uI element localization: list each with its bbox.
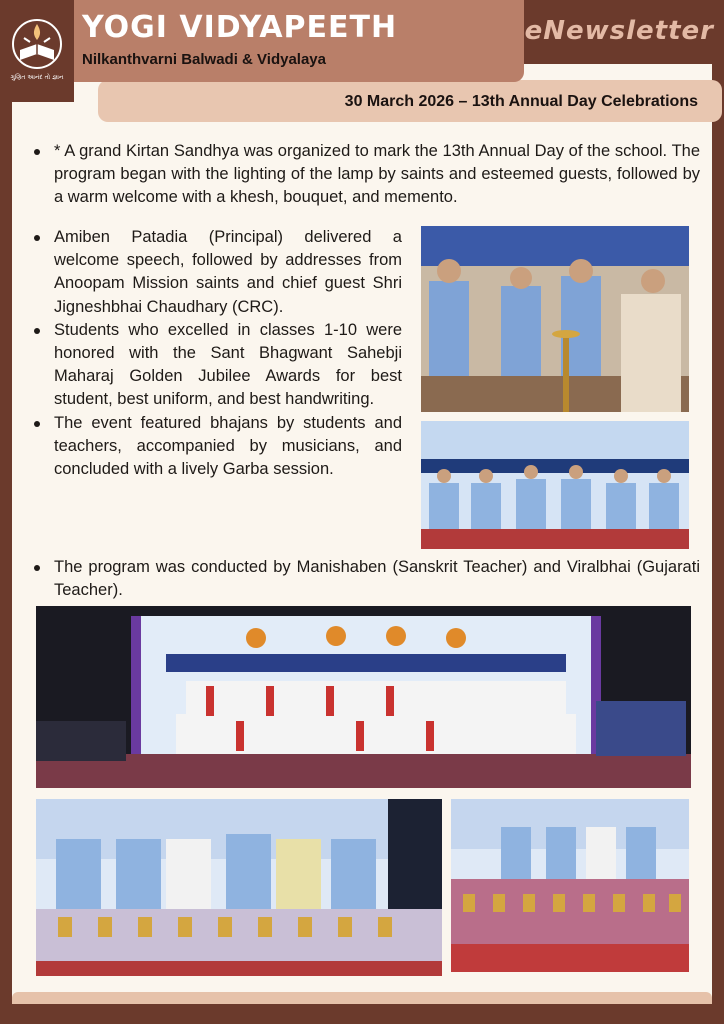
left-border [0,0,12,1024]
newsletter-brand: eNewsletter [524,16,714,46]
seated-guests-photo [421,421,689,549]
date-band [98,80,722,122]
book-flame-logo-icon [10,16,64,72]
school-logo [0,0,74,102]
closing-list [32,556,700,602]
bottom-border [0,1004,724,1024]
highlights-list [32,226,402,481]
footer-band [12,992,712,1004]
list-item: The event featured bhajans by students and teachers, accompanied by musicians, and concluded with a lively Garba session. [32,412,402,482]
event-date-title: 30 March 2026 – 13th Annual Day Celebrations [344,93,698,110]
right-border [712,0,724,1024]
awards-group-photo-right [451,799,689,972]
header-band [74,0,524,82]
school-subtitle: Nilkanthvarni Balwadi & Vidyalaya [82,51,326,68]
school-title: YOGI VIDYAPEETH [82,10,398,45]
closing-paragraph: The program was conducted by Manishaben (Sanskrit Teacher) and Viralbhai (Gujarati Teacher). [32,556,700,602]
awards-group-photo-left [36,799,442,976]
stage-performance-photo [36,606,691,788]
intro-paragraph: * A grand Kirtan Sandhya was organized to mark the 13th Annual Day of the school. The program began with the lighting of the lamp by saints and esteemed guests, followed by a warm welcome with a khesh, bouquet, and memento. [32,140,700,209]
list-item: Amiben Patadia (Principal) delivered a welcome speech, followed by addresses from Anoopam Mission saints and chief guest Shri Jigneshbhai Chaudhary (CRC). [32,226,402,319]
intro-list [32,140,700,209]
lamp-lighting-photo [421,226,689,412]
brand-band [524,0,724,64]
list-item: Students who excelled in classes 1-10 were honored with the Sant Bhagwant Sahebji Maharaj Golden Jubilee Awards for best student, best uniform, and best handwriting. [32,319,402,412]
logo-caption: ગુણિત આનંદ તો જ્ઞાન [10,74,64,81]
